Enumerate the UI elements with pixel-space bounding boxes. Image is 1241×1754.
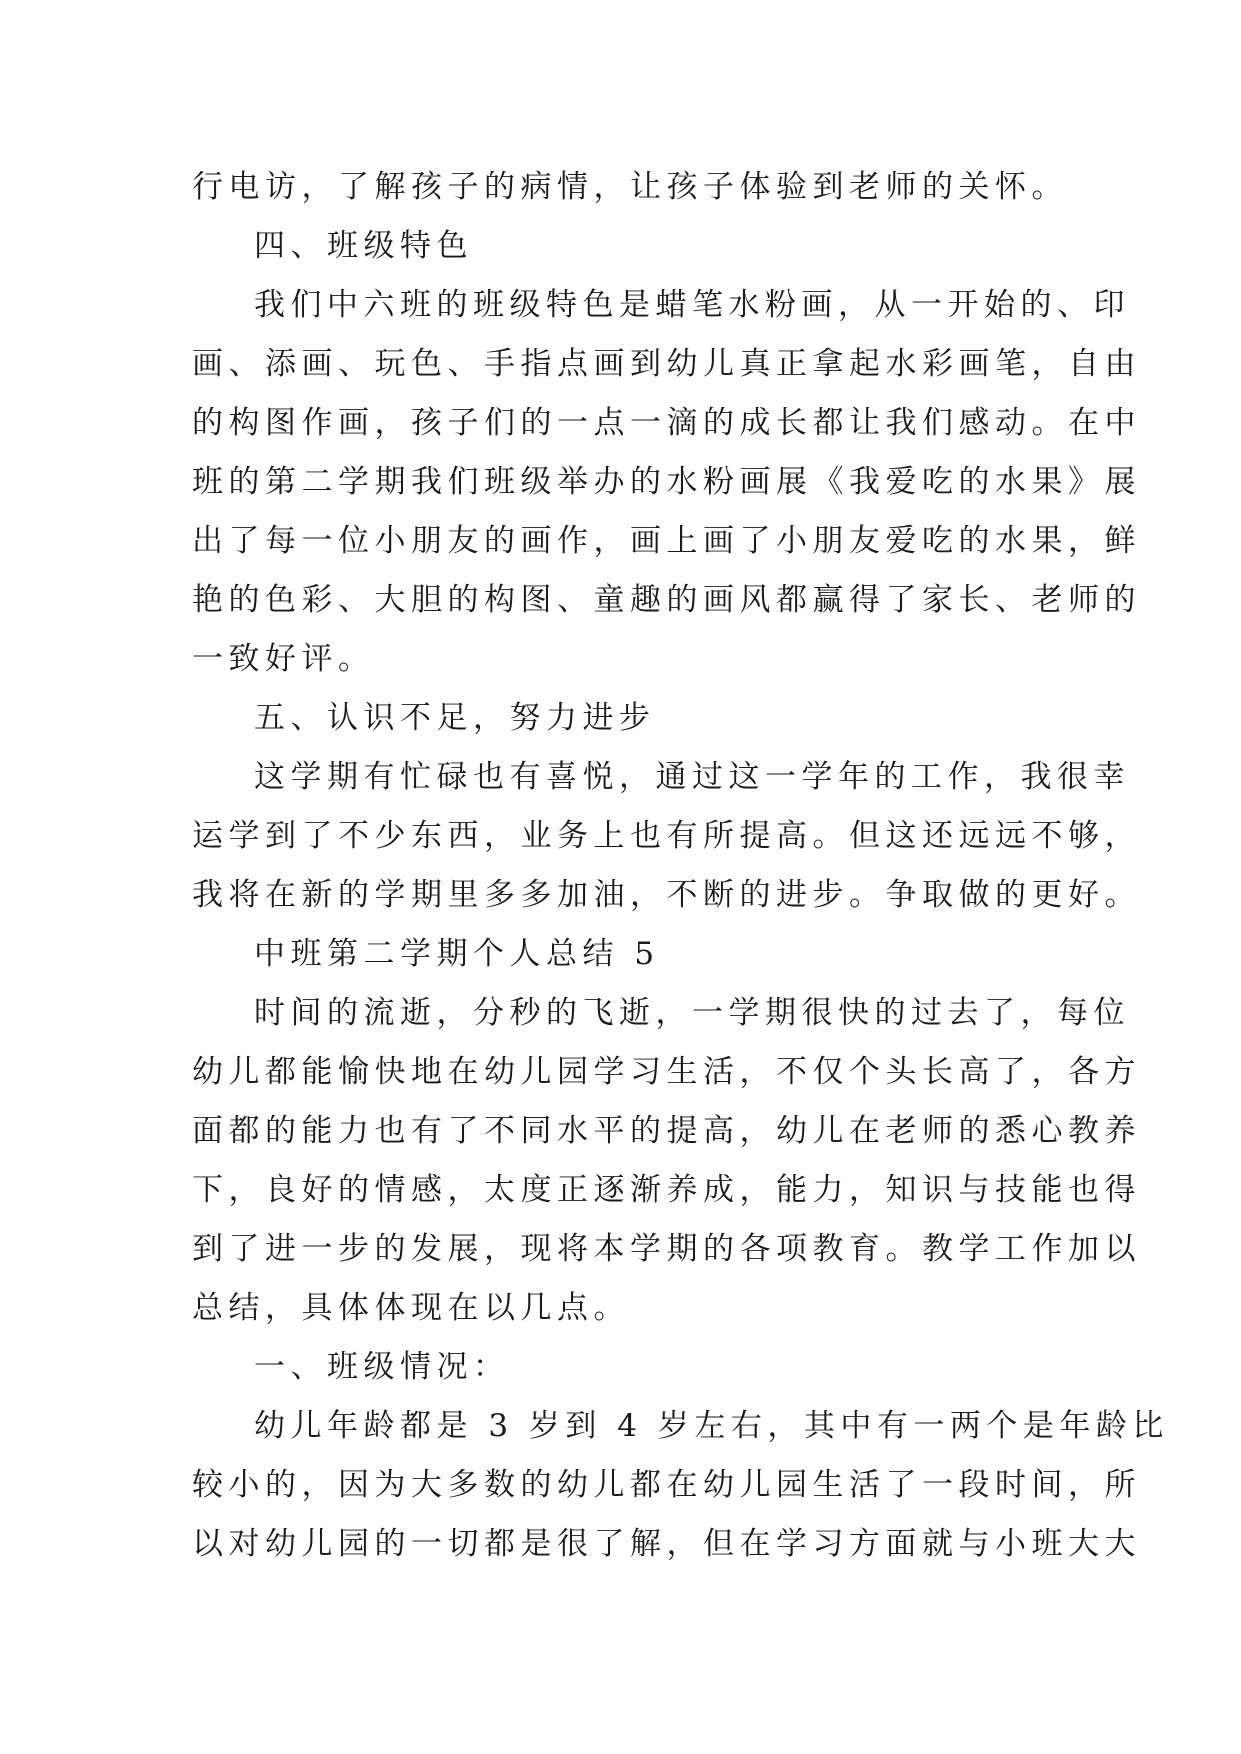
paragraph-line: 幼儿都能愉快地在幼儿园学习生活，不仅个头长高了，各方 (192, 1054, 1141, 1090)
paragraph-line: 画、添画、玩色、手指点画到幼儿真正拿起水彩画笔，自由 (192, 346, 1141, 382)
paragraph-line: 的构图作画，孩子们的一点一滴的成长都让我们感动。在中 (192, 405, 1141, 441)
paragraph-line: 艳的色彩、大胆的构图、童趣的画风都赢得了家长、老师的 (192, 582, 1141, 618)
paragraph-line: 行电访，了解孩子的病情，让孩子体验到老师的关怀。 (192, 169, 1068, 205)
paragraph-line: 较小的，因为大多数的幼儿都在幼儿园生活了一段时间，所 (192, 1467, 1141, 1503)
paragraph-line: 以对幼儿园的一切都是很了解，但在学习方面就与小班大大 (192, 1526, 1141, 1562)
paragraph-line: 出了每一位小朋友的画作，画上画了小朋友爱吃的水果，鲜 (192, 523, 1141, 559)
paragraph-line: 面都的能力也有了不同水平的提高，幼儿在老师的悉心教养 (192, 1113, 1141, 1149)
paragraph-line: 时间的流逝，分秒的飞逝，一学期很快的过去了，每位 (254, 995, 1130, 1031)
paragraph-line: 我们中六班的班级特色是蜡笔水粉画，从一开始的、印 (254, 287, 1130, 323)
section-heading: 一、班级情况： (254, 1349, 510, 1385)
paragraph-line: 幼儿年龄都是 3 岁到 4 岁左右，其中有一两个是年龄比 (254, 1408, 1169, 1444)
section-heading: 五、认识不足，努力进步 (254, 700, 656, 736)
paragraph-line: 一致好评。 (192, 641, 375, 677)
paragraph-line: 下，良好的情感，太度正逐渐养成，能力，知识与技能也得 (192, 1172, 1141, 1208)
paragraph-line: 到了进一步的发展，现将本学期的各项教育。教学工作加以 (192, 1231, 1141, 1267)
section-heading: 四、班级特色 (254, 228, 473, 264)
paragraph-line: 运学到了不少东西，业务上也有所提高。但这还远远不够， (192, 818, 1141, 854)
paragraph-line: 我将在新的学期里多多加油，不断的进步。争取做的更好。 (192, 877, 1141, 913)
paragraph-line: 总结，具体体现在以几点。 (192, 1290, 630, 1326)
document-title: 中班第二学期个人总结 5 (254, 936, 660, 972)
paragraph-line: 这学期有忙碌也有喜悦，通过这一学年的工作，我很幸 (254, 759, 1130, 795)
paragraph-line: 班的第二学期我们班级举办的水粉画展《我爱吃的水果》展 (192, 464, 1141, 500)
